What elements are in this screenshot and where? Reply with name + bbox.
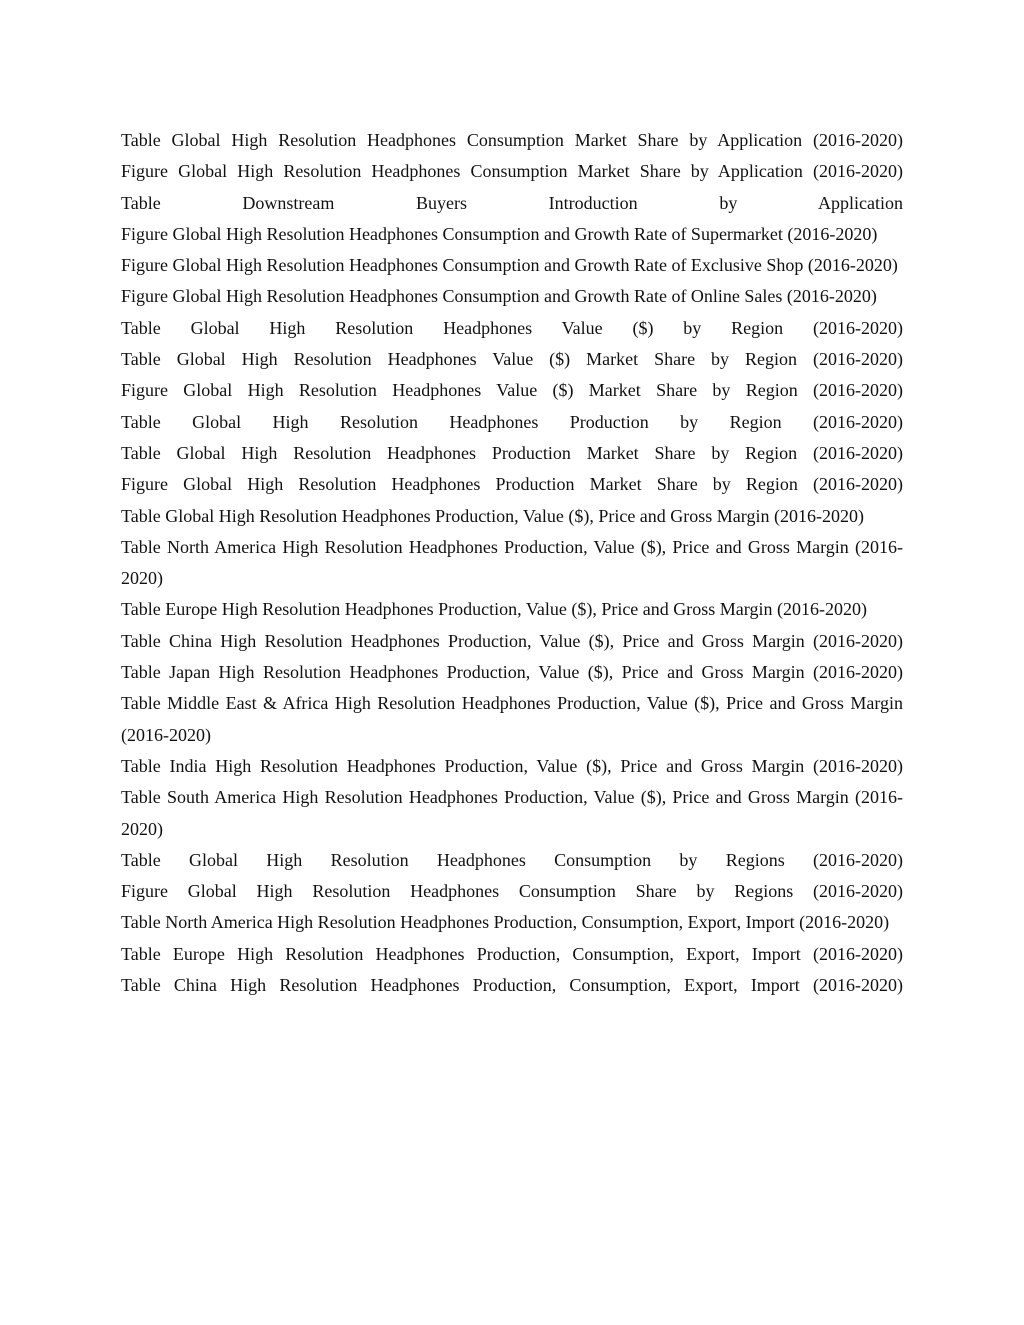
list-item: Table Global High Resolution Headphones Production by Region (2016-2020) <box>121 411 903 432</box>
list-item: Table Global High Resolution Headphones Production Market Share by Region (2016-2020) <box>121 442 903 463</box>
list-item: Figure Global High Resolution Headphones Consumption Market Share by Application (2016-2020) <box>121 161 903 182</box>
list-item: Table Japan High Resolution Headphones Production, Value ($), Price and Gross Margin (2016-2020) <box>121 662 903 683</box>
list-item: Table Middle East & Africa High Resolution Headphones Production, Value ($), Price and Gross Margin (2016-2020) <box>121 693 903 745</box>
list-item: Table Global High Resolution Headphones Value ($) Market Share by Region (2016-2020) <box>121 349 903 370</box>
list-item: Figure Global High Resolution Headphones Consumption and Growth Rate of Online Sales (2016-2020) <box>121 286 877 307</box>
list-item: Table South America High Resolution Headphones Production, Value ($), Price and Gross Margin (2016-2020) <box>121 787 903 839</box>
list-item: Table India High Resolution Headphones Production, Value ($), Price and Gross Margin (2016-2020) <box>121 755 903 776</box>
list-item: Table Global High Resolution Headphones Consumption Market Share by Application (2016-2020) <box>121 130 903 150</box>
list-item: Figure Global High Resolution Headphones Value ($) Market Share by Region (2016-2020) <box>121 380 903 401</box>
list-item: Table Global High Resolution Headphones Production, Value ($), Price and Gross Margin (2016-2020) <box>121 505 864 526</box>
list-item: Table Europe High Resolution Headphones Production, Consumption, Export, Import (2016-2020) <box>121 943 903 964</box>
list-item: Figure Global High Resolution Headphones Consumption and Growth Rate of Exclusive Shop (2016-2020) <box>121 255 898 276</box>
list-item: Figure Global High Resolution Headphones Consumption and Growth Rate of Supermarket (2016-2020) <box>121 223 878 244</box>
list-item: Table Global High Resolution Headphones Value ($) by Region (2016-2020) <box>121 317 903 338</box>
document-page <box>121 125 903 1001</box>
list-item: Table China High Resolution Headphones Production, Value ($), Price and Gross Margin (2016-2020) <box>121 630 903 651</box>
list-item: Figure Global High Resolution Headphones Production Market Share by Region (2016-2020) <box>121 474 903 495</box>
list-item: Table Downstream Buyers Introduction by Application <box>121 192 903 213</box>
list-item: Table North America High Resolution Headphones Production, Consumption, Export, Import (2016-2020) <box>121 912 890 933</box>
list-item: Table Europe High Resolution Headphones Production, Value ($), Price and Gross Margin (2016-2020) <box>121 599 867 620</box>
list-item: Figure Global High Resolution Headphones Consumption Share by Regions (2016-2020) <box>121 881 903 902</box>
list-item: Table North America High Resolution Headphones Production, Value ($), Price and Gross Margin (2016-2020) <box>121 536 903 589</box>
list-item: Table China High Resolution Headphones Production, Consumption, Export, Import (2016-2020) <box>121 975 903 996</box>
list-item: Table Global High Resolution Headphones Consumption by Regions (2016-2020) <box>121 849 903 870</box>
